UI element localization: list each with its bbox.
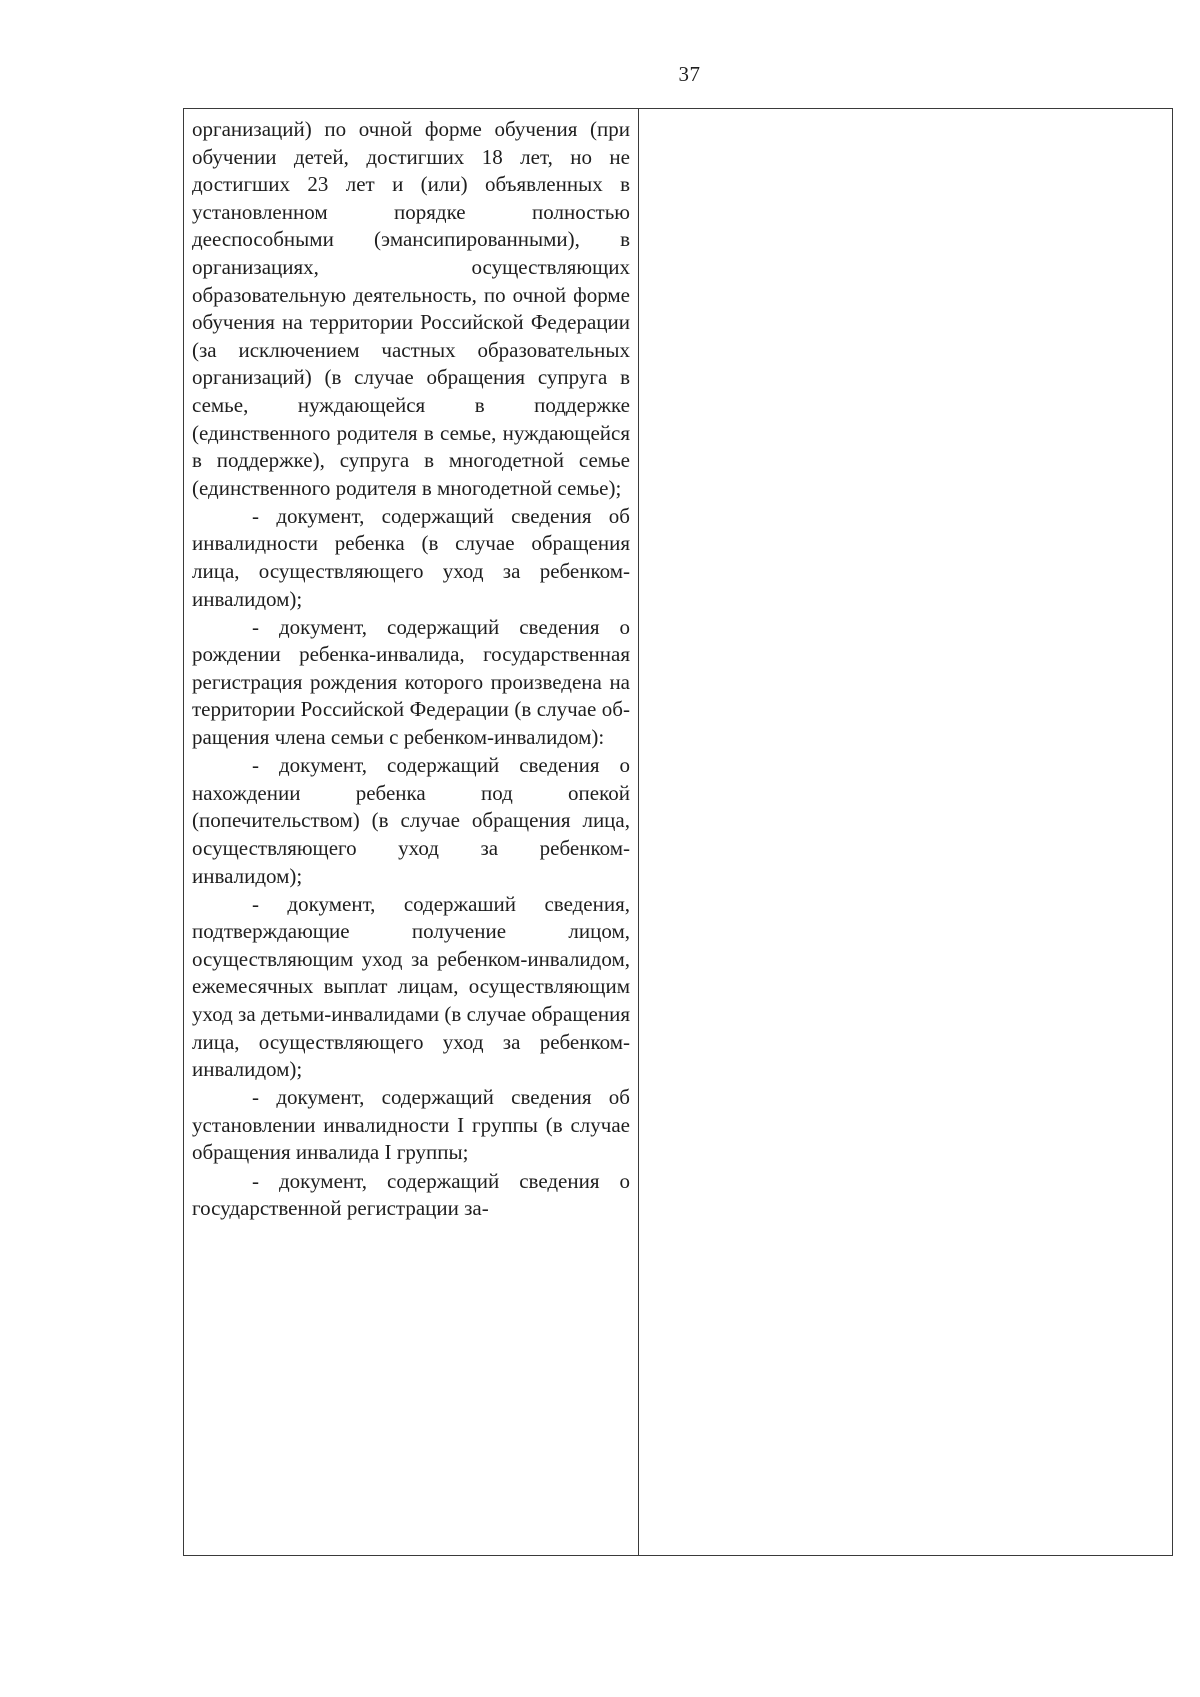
page-number: 37 [678, 62, 701, 86]
paragraph-guardianship-info: - документ, содержащий сведения о нахождении ребенка под опекой (попечительством) (в случае обращения лица, осуществляющего уход за ребенком-инвалидом); [192, 753, 630, 888]
paragraph-state-registration-info: - документ, содержащий сведения о государственной регистрации за- [192, 1168, 630, 1221]
paragraph-disability-group-info: - документ, содержащий сведения об установлении инвалидности I группы (в случае обращения инвалида I группы; [192, 1085, 630, 1165]
table-cell-right [639, 109, 1172, 1555]
document-table [183, 108, 1173, 1556]
paragraph-care-payments-info: - документ, содержаший сведения, подтверждающие получение лицом, осуществляющим уход за ребенком-инвалидом, ежемесячных выплат лицам, осуществляющим уход за детьми-инвалидами (в случае обращения лица, осуществляющего уход за ребенком-инвалидом); [192, 891, 630, 1082]
paragraph-birth-info: - документ, содержащий сведения о рождении ребенка-инвалида, государственная регистрация рождения которого произведена на территории Российской Федерации (в случае обращения члена семьи с ребенком-инвалидом): [192, 614, 630, 750]
table-cell-left [184, 109, 639, 1555]
paragraph-disability-info: - документ, содержащий сведения об инвалидности ребенка (в случае обращения лица, осуществляющего уход за ребенком-инвалидом); [192, 503, 630, 611]
paragraph-continuation: организаций) по очной форме обучения (при обучении детей, достигших 18 лет, но не достигших 23 лет и (или) объявленных в установленном порядке полностью дееспособными (эмансипированными), в организациях, осуществляющих образовательную деятельность, по очной форме обучения на территории Российской Федерации (за исключением частных образовательных организаций) (в случае обращения супруга в семье, нуждающейся в поддержке (единственного родителя в семье, нуждающейся в поддержке), супруга в многодетной семье (единственного родителя в многодетной семье); [192, 117, 630, 500]
